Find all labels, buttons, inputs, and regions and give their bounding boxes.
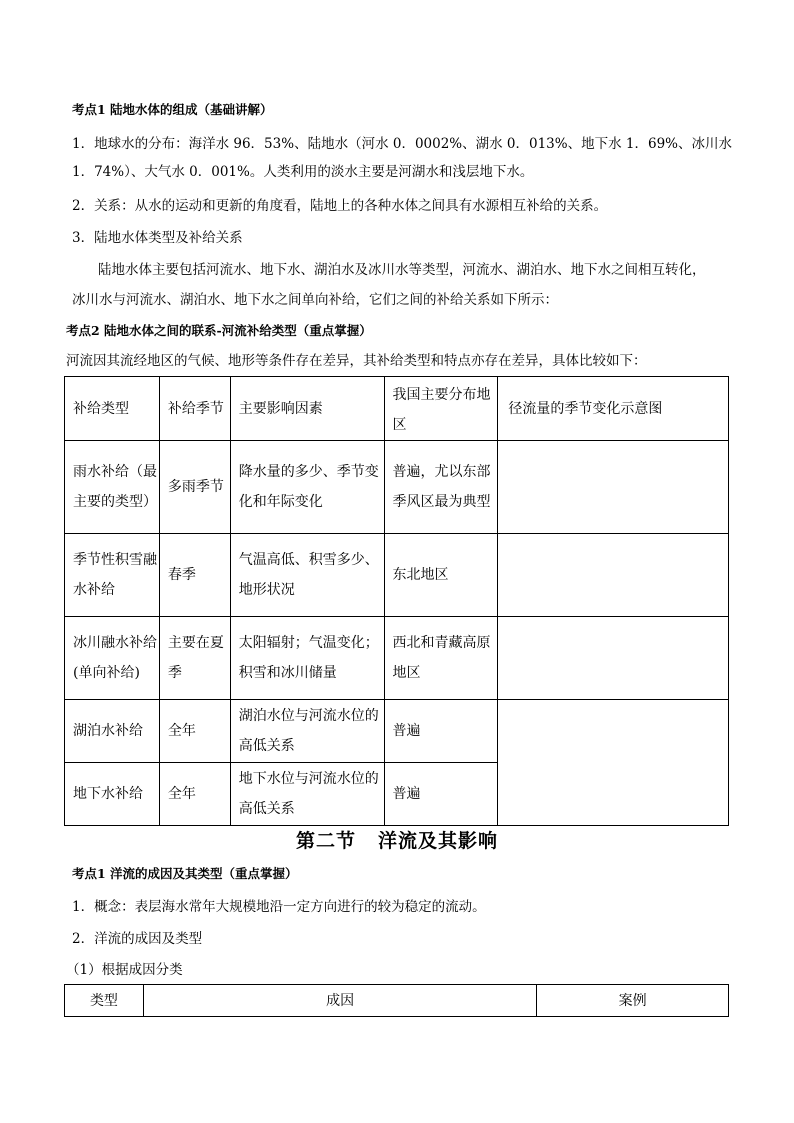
table-cell: 湖泊水补给	[65, 700, 160, 763]
kp1-heading: 考点1 陆地水体的组成（基础讲解）	[72, 102, 273, 117]
chart-placeholder-cell	[498, 700, 729, 826]
table-cell: 湖泊水位与河流水位的高低关系	[230, 700, 384, 763]
paragraph-line1: 陆地水体主要包括河流水、地下水、湖泊水及冰川水等类型，河流水、湖泊水、地下水之间相互转化，	[98, 262, 706, 278]
header-cell: 成因	[143, 985, 536, 1017]
table-row	[65, 441, 729, 534]
ocean-item2: 2．洋流的成因及类型	[72, 931, 203, 947]
table-cell: 降水量的多少、季节变化和年际变化	[230, 441, 384, 534]
table-row	[65, 617, 729, 700]
ocean-kp1-heading: 考点1 洋流的成因及其类型（重点掌握）	[72, 866, 298, 881]
ocean-item2-sub: （1）根据成因分类	[66, 962, 183, 978]
table-cell: 全年	[159, 700, 230, 763]
header-cell: 主要影响因素	[230, 377, 384, 441]
header-cell: 补给季节	[159, 377, 230, 441]
table-cell: 多雨季节	[159, 441, 230, 534]
table-header-row	[65, 377, 729, 441]
header-cell: 径流量的季节变化示意图	[498, 377, 729, 441]
item2-text: 2．关系：从水的运动和更新的角度看，陆地上的各种水体之间具有水源相互补给的关系。	[72, 198, 608, 214]
section-number: 第二节	[295, 830, 356, 852]
paragraph-line2: 冰川水与河流水、湖泊水、地下水之间单向补给，它们之间的补给关系如下所示：	[72, 292, 558, 308]
table-cell: 主要在夏季	[159, 617, 230, 700]
header-cell: 案例	[537, 985, 729, 1017]
table-row	[65, 534, 729, 617]
chart-placeholder-cell	[498, 617, 729, 700]
header-cell: 我国主要分布地区	[384, 377, 498, 441]
kp2-heading: 考点2 陆地水体之间的联系-河流补给类型（重点掌握）	[66, 323, 372, 338]
chart-placeholder-cell	[498, 534, 729, 617]
item1-line2: 1．74%）、大气水 0．001%。人类利用的淡水主要是河湖水和浅层地下水。	[72, 164, 534, 180]
table-intro: 河流因其流经地区的气候、地形等条件存在差异，其补给类型和特点亦存在差异，具体比较如下：	[66, 353, 647, 369]
ocean-item1: 1．概念：表层海水常年大规模地沿一定方向进行的较为稳定的流动。	[72, 899, 486, 915]
table-cell: 西北和青藏高原地区	[384, 617, 498, 700]
table-cell: 地下水补给	[65, 763, 160, 826]
table-cell: 普遍	[384, 700, 498, 763]
ocean-current-table	[64, 984, 729, 1017]
section-title	[0, 826, 794, 853]
table-cell: 冰川融水补给(单向补给)	[65, 617, 160, 700]
header-cell: 类型	[65, 985, 144, 1017]
table-cell: 普遍，尤以东部季风区最为典型	[384, 441, 498, 534]
table-cell: 东北地区	[384, 534, 498, 617]
table-cell: 气温高低、积雪多少、地形状况	[230, 534, 384, 617]
section-name: 洋流及其影响	[378, 830, 499, 852]
table-cell: 普遍	[384, 763, 498, 826]
table-cell: 雨水补给（最主要的类型）	[65, 441, 160, 534]
item1-line1: 1．地球水的分布：海洋水 96．53%、陆地水（河水 0．0002%、湖水 0．013%、地下水 1．69%、冰川水	[72, 136, 732, 152]
chart-placeholder-cell	[498, 441, 729, 534]
table-cell: 地下水位与河流水位的高低关系	[230, 763, 384, 826]
item3-text: 3．陆地水体类型及补给关系	[72, 230, 243, 246]
table-cell: 太阳辐射；气温变化；积雪和冰川储量	[230, 617, 384, 700]
table-cell: 全年	[159, 763, 230, 826]
supply-type-table	[64, 376, 729, 826]
table-row	[65, 700, 729, 763]
table-cell: 季节性积雪融水补给	[65, 534, 160, 617]
table-header-row	[65, 985, 729, 1017]
header-cell: 补给类型	[65, 377, 160, 441]
table-cell: 春季	[159, 534, 230, 617]
